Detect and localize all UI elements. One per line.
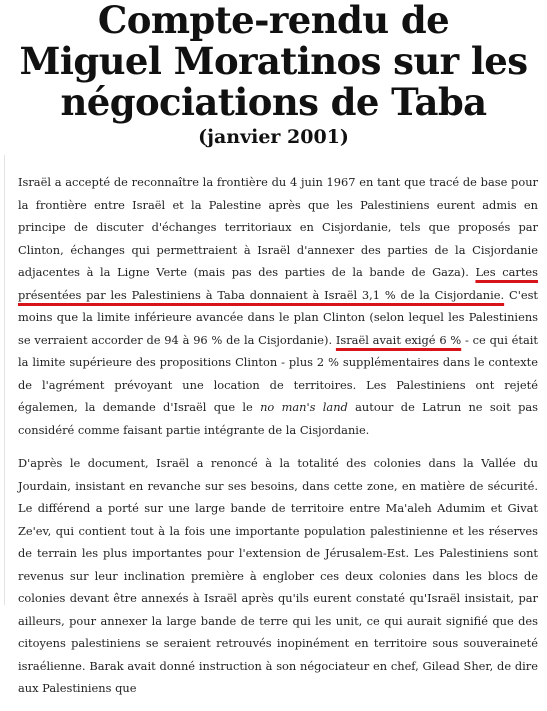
page-title-line-2: Miguel Moratinos sur les (19, 39, 528, 83)
title-block (0, 0, 547, 149)
highlight-maps-3-1-percent: Les cartes présentées par les Palestiniens à Taba donnaient à Israël 3,1 % de la Cisjordanie. (18, 265, 538, 302)
paragraph-1-text-b: C'est moins que la limite inférieure avancée dans le plan Clinton (selon lequel les Palestiniens se verraient accorder de 94 à 96 % de la Cisjordanie). (18, 287, 538, 347)
paragraph-1-text-a: Israël a accepté de reconnaître la frontière du 4 juin 1967 en tant que tracé de base pour la frontière entre Israël et la Palestine après que les Palestiniens eurent admis en principe de discuter d'échanges territoriaux en Cisjordanie, tels que proposés par Clinton, échanges qui permettraient à Israël d'annexer des parties de la Cisjordanie adjacentes à la Ligne Verte (mais pas des parties de la bande de Gaza). (18, 175, 538, 279)
highlight-israel-6-percent: Israël avait exigé 6 % (335, 332, 462, 347)
left-divider (4, 155, 5, 605)
article-body (18, 171, 538, 711)
page-title-line-1: Compte-rendu de (97, 0, 450, 42)
page-title-line-3: négociations de Taba (60, 80, 487, 124)
emphasis-no-mans-land: no man's land (260, 400, 348, 414)
paragraph-1-text-d: autour de Latrun ne soit pas considéré comme faisant partie intégrante de la Cisjordanie. (18, 400, 538, 437)
page-subtitle-date: (janvier 2001) (198, 126, 349, 148)
paragraph-1 (18, 171, 538, 441)
paragraph-2: D'après le document, Israël a renoncé à la totalité des colonies dans la Vallée du Jourdain, insistant en revanche sur ses besoins, dans cette zone, en matière de sécurité. Le différend a porté sur une large bande de territoire entre Ma'aleh Adumim et Givat Ze'ev, qui contient tout à la fois une importante population palestinienne et les réserves de terrain les plus importantes pour l'extension de Jérusalem-Est. Les Palestiniens sont revenus sur leur inclination première à englober ces deux colonies dans les blocs de colonies devant être annexés à Israël après qu'ils eurent constaté qu'Israël insistait, par ailleurs, pour annexer la large bande de terre qui les unit, ce qui aurait signifié que des citoyens palestiniens se seraient retrouvés inopinément en territoire sous souveraineté israélienne. Barak avait donné instruction à son négociateur en chef, Gilead Sher, de dire aux Palestiniens que (18, 456, 538, 695)
paragraph-1-text-c: - ce qui était la limite supérieure des propositions Clinton - plus 2 % supplémentaires dans le contexte de l'agrément prévoyant une location de territoires. Les Palestiniens ont rejeté égalemen, la demande d'Israël que le (18, 332, 538, 414)
